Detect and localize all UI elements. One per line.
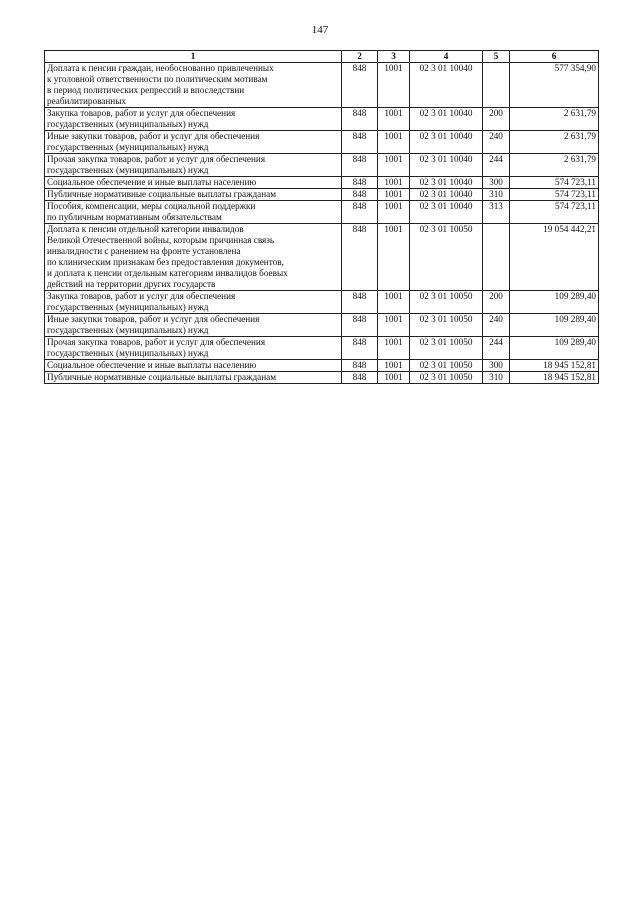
row-name-cell: Иные закупки товаров, работ и услуг для обеспечения государственных (муниципальных) нужд [45, 131, 342, 154]
row-amount-cell: 109 289,40 [510, 337, 599, 360]
row-code-cell: 848 [342, 224, 378, 291]
row-name-cell: Прочая закупка товаров, работ и услуг для обеспечения государственных (муниципальных) нужд [45, 154, 342, 177]
row-section-cell: 1001 [378, 360, 410, 372]
column-header: 5 [483, 51, 510, 63]
row-type-cell: 240 [483, 314, 510, 337]
row-type-cell: 200 [483, 291, 510, 314]
row-amount-cell: 2 631,79 [510, 131, 599, 154]
row-type-cell: 240 [483, 131, 510, 154]
row-code-cell: 848 [342, 63, 378, 108]
row-type-cell: 200 [483, 108, 510, 131]
row-name-cell: Закупка товаров, работ и услуг для обеспечения государственных (муниципальных) нужд [45, 291, 342, 314]
row-name-cell: Закупка товаров, работ и услуг для обеспечения государственных (муниципальных) нужд [45, 108, 342, 131]
row-section-cell: 1001 [378, 177, 410, 189]
row-amount-cell: 19 054 442,21 [510, 224, 599, 291]
row-target-cell: 02 3 01 10050 [410, 372, 483, 384]
row-type-cell: 310 [483, 372, 510, 384]
row-type-cell: 244 [483, 154, 510, 177]
row-type-cell: 300 [483, 177, 510, 189]
row-name-cell: Доплата к пенсии граждан, необоснованно привлеченных к уголовной ответственности по политическим мотивам в период политических репрессий и впоследствии реабилитированных [45, 63, 342, 108]
budget-table [44, 50, 599, 384]
row-section-cell: 1001 [378, 372, 410, 384]
table-row [45, 224, 599, 291]
row-name-cell: Социальное обеспечение и иные выплаты населению [45, 177, 342, 189]
table-header-row [45, 51, 599, 63]
row-amount-cell: 574 723,11 [510, 201, 599, 224]
row-target-cell: 02 3 01 10040 [410, 154, 483, 177]
row-code-cell: 848 [342, 291, 378, 314]
row-target-cell: 02 3 01 10050 [410, 291, 483, 314]
row-name-cell: Иные закупки товаров, работ и услуг для обеспечения государственных (муниципальных) нужд [45, 314, 342, 337]
table-row [45, 154, 599, 177]
row-name-cell: Публичные нормативные социальные выплаты гражданам [45, 372, 342, 384]
row-name-cell: Социальное обеспечение и иные выплаты населению [45, 360, 342, 372]
row-section-cell: 1001 [378, 337, 410, 360]
row-amount-cell: 577 354,90 [510, 63, 599, 108]
row-amount-cell: 109 289,40 [510, 291, 599, 314]
table-row [45, 372, 599, 384]
row-amount-cell: 18 945 152,81 [510, 360, 599, 372]
row-amount-cell: 574 723,11 [510, 189, 599, 201]
table-body [45, 63, 599, 384]
row-type-cell: 244 [483, 337, 510, 360]
row-code-cell: 848 [342, 189, 378, 201]
row-amount-cell: 109 289,40 [510, 314, 599, 337]
row-section-cell: 1001 [378, 224, 410, 291]
row-amount-cell: 2 631,79 [510, 154, 599, 177]
row-section-cell: 1001 [378, 314, 410, 337]
row-name-cell: Доплата к пенсии отдельной категории инвалидов Великой Отечественной войны, которым причинная связь инвалидности с ранением на фронте установлена по клиническим признакам без предоставления документов, и доплата к пенсии отдельным категориям инвалидов боевых действий на территории других государств [45, 224, 342, 291]
row-code-cell: 848 [342, 154, 378, 177]
table-row [45, 360, 599, 372]
row-target-cell: 02 3 01 10040 [410, 63, 483, 108]
row-code-cell: 848 [342, 108, 378, 131]
row-section-cell: 1001 [378, 131, 410, 154]
column-header: 2 [342, 51, 378, 63]
row-target-cell: 02 3 01 10040 [410, 177, 483, 189]
row-amount-cell: 574 723,11 [510, 177, 599, 189]
row-type-cell [483, 63, 510, 108]
row-amount-cell: 18 945 152,81 [510, 372, 599, 384]
row-code-cell: 848 [342, 177, 378, 189]
table-row [45, 108, 599, 131]
column-header: 3 [378, 51, 410, 63]
row-code-cell: 848 [342, 314, 378, 337]
row-target-cell: 02 3 01 10050 [410, 224, 483, 291]
row-target-cell: 02 3 01 10040 [410, 108, 483, 131]
row-target-cell: 02 3 01 10050 [410, 337, 483, 360]
row-name-cell: Публичные нормативные социальные выплаты гражданам [45, 189, 342, 201]
row-target-cell: 02 3 01 10040 [410, 189, 483, 201]
row-code-cell: 848 [342, 360, 378, 372]
row-name-cell: Прочая закупка товаров, работ и услуг для обеспечения государственных (муниципальных) нужд [45, 337, 342, 360]
row-section-cell: 1001 [378, 108, 410, 131]
table-row [45, 63, 599, 108]
row-type-cell [483, 224, 510, 291]
row-type-cell: 300 [483, 360, 510, 372]
table-row [45, 177, 599, 189]
table-row [45, 314, 599, 337]
table-row [45, 189, 599, 201]
row-code-cell: 848 [342, 372, 378, 384]
row-section-cell: 1001 [378, 189, 410, 201]
row-target-cell: 02 3 01 10050 [410, 314, 483, 337]
row-type-cell: 310 [483, 189, 510, 201]
table-row [45, 131, 599, 154]
row-target-cell: 02 3 01 10040 [410, 201, 483, 224]
row-code-cell: 848 [342, 337, 378, 360]
column-header: 6 [510, 51, 599, 63]
page-number: 147 [311, 24, 329, 36]
row-target-cell: 02 3 01 10040 [410, 131, 483, 154]
row-type-cell: 313 [483, 201, 510, 224]
table-row [45, 201, 599, 224]
row-amount-cell: 2 631,79 [510, 108, 599, 131]
row-name-cell: Пособия, компенсации, меры социальной поддержки по публичным нормативным обязательствам [45, 201, 342, 224]
row-code-cell: 848 [342, 131, 378, 154]
row-section-cell: 1001 [378, 201, 410, 224]
column-header: 4 [410, 51, 483, 63]
row-code-cell: 848 [342, 201, 378, 224]
row-section-cell: 1001 [378, 291, 410, 314]
row-section-cell: 1001 [378, 154, 410, 177]
table-row [45, 291, 599, 314]
table-row [45, 337, 599, 360]
row-section-cell: 1001 [378, 63, 410, 108]
row-target-cell: 02 3 01 10050 [410, 360, 483, 372]
column-header: 1 [45, 51, 342, 63]
